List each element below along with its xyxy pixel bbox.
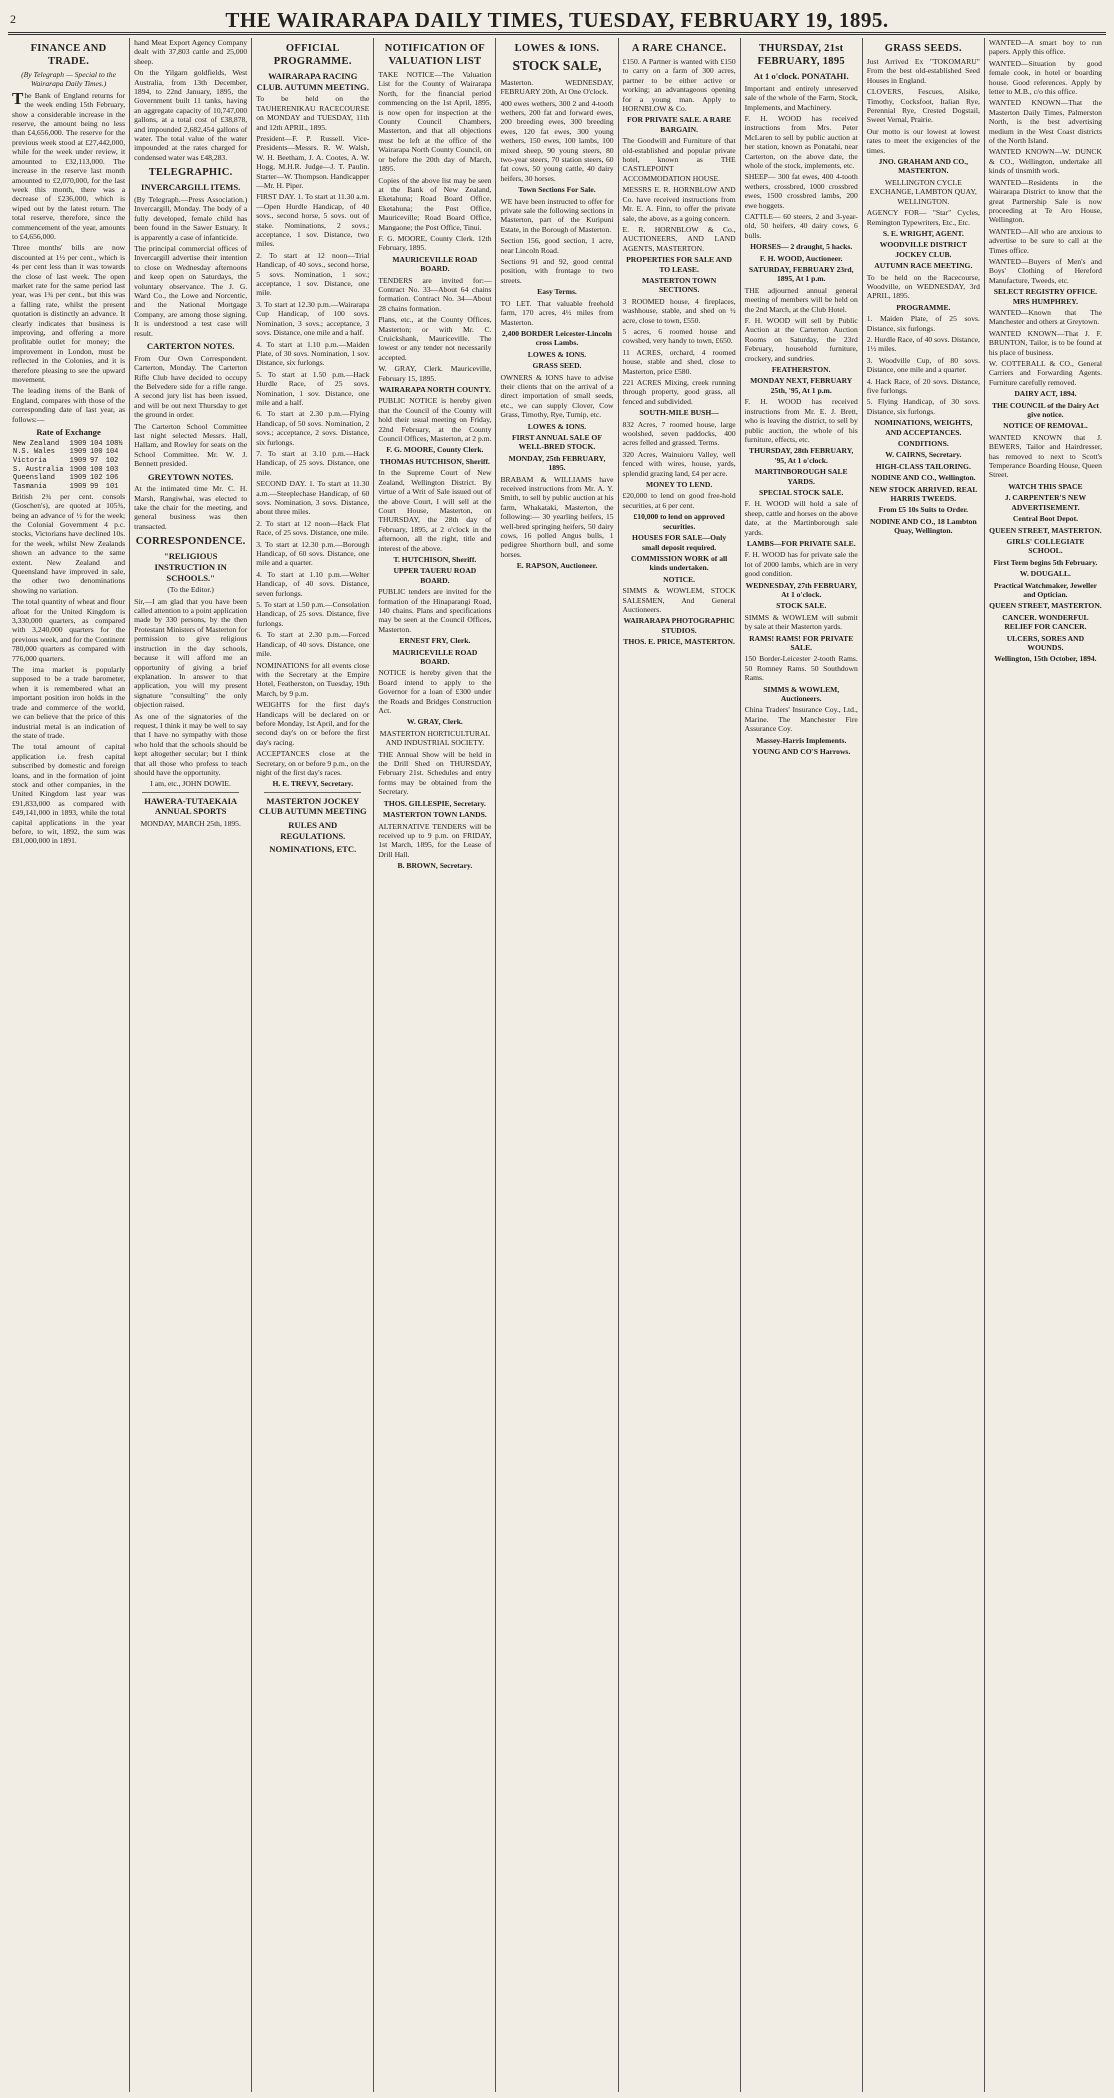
article-paragraph: Just Arrived Ex "TOKOMARU" From the best old-established Seed Houses in England. (866, 57, 980, 85)
article-paragraph: F. H. WOOD, Auctioneer. (759, 253, 843, 263)
table-cell: 102 (89, 474, 103, 483)
column-9 (985, 38, 1106, 2092)
article-paragraph: 2. To start at 12 noon—Hack Flat Race, of 25 sovs. Distance, one mile. (256, 518, 370, 538)
article-paragraph: WANTED KNOWN—W. DUNCK & CO., Wellington, undertake all kinds of tinsmith work. (988, 147, 1102, 176)
article-paragraph: Three months' bills are now discounted at 1½ per cent., which is 4s per cent less than it was towards the close of last week. The open market rate for the same period last year, was 1¾ per cent., but this was a falling rate, whilst the present quotation is distinctly an advance. It clearly indicates that business is improving, and offering a more profitable outlet for money; the improvement in London, must be reflected in the Colonies, and it is therefore pleasing to see the upward movement. (12, 243, 126, 385)
article-paragraph: LAMBS—FOR PRIVATE SALE. (746, 538, 856, 548)
article-paragraph: F. H. WOOD has received instructions from Mr. E. J. Brett, who is leaving the district, to sell by public auction, the whole of his furniture, effects, etc. (744, 397, 858, 444)
article-paragraph: WANTED KNOWN that J. BEWERS, Tailor and Hairdresser, has removed to next to Scott's Temperance Boarding House, Queen Street. (988, 432, 1102, 480)
article-paragraph: SECOND DAY. 1. To start at 11.30 a.m.—Steeplechase Handicap, of 60 sovs. Nomination, 3 sovs. Distance, about three miles. (256, 479, 370, 517)
table-cell: 1909 (69, 457, 87, 466)
article-paragraph: NOTICE. (663, 574, 696, 584)
article-paragraph: YOUNG AND CO'S Harrows. (752, 747, 851, 757)
article-paragraph: LOWES & IONS. (527, 349, 587, 359)
article-paragraph: AGENCY FOR— "Star" Cycles, Remington Typewriters, Etc., Etc. (866, 208, 980, 227)
article-paragraph: QUEEN STREET, MASTERTON. (989, 525, 1102, 535)
article-paragraph: MASTERTON TOWN SECTIONS. (641, 275, 717, 295)
article-paragraph: SIMMS & WOWLEM, STOCK SALESMEN, And General Auctioneers. (622, 586, 736, 614)
article-paragraph: ERNEST FRY, Clerk. (399, 636, 471, 646)
article-paragraph: MARTINBOROUGH SALE YARDS. (754, 467, 848, 486)
article-paragraph: MASTERTON TOWN LANDS. (383, 810, 487, 820)
article-paragraph: HIGH-CLASS TAILORING. (875, 461, 971, 471)
article-paragraph: To be held on the Racecourse, Woodville, on WEDNESDAY, 3rd APRIL, 1895. (866, 272, 980, 301)
article-paragraph: W. DOUGALL. (1019, 569, 1071, 579)
column-1 (8, 38, 130, 2092)
article-paragraph: 3. To start at 12.30 p.m.—Borough Handicap, of 60 sovs. Distance, one mile and a quarter. (256, 539, 370, 568)
table-cell: 104 (89, 439, 103, 448)
article-paragraph: The Goodwill and Furniture of that old-established and popular private hotel, known as THE CASTLEPOINT ACCOMMODATION HOUSE. (622, 136, 736, 183)
table-cell: 104 (105, 448, 119, 457)
auctions-list (745, 84, 858, 757)
article-paragraph: SHEEP— 300 fat ewes, 400 4-tooth wethers, crossbred, 1000 crossbred ewes, 1500 crossbred lambs, 200 ewe hoggets. (744, 172, 858, 210)
article-paragraph: 1. Maiden Plate, of 25 sovs. Distance, six furlongs. (866, 314, 980, 333)
table-cell: 108½ (105, 439, 123, 448)
article-paragraph: E. RAPSON, Auctioneer. (516, 561, 598, 571)
article-paragraph: On the Yilgarn goldfields, West Australia, from 13th December, 1894, to 22nd January, 1895, the Government built 11 tanks, having an aggregate capacity of 10,747,000 gallons, at a total cost of £38,878, and impounded 2,682,454 gallons of water. The total value of the water impounded at the rates charged for condensed water was £48,283. (134, 68, 248, 162)
table-cell: Queensland (13, 474, 56, 483)
article-paragraph: MAURICEVILLE ROAD BOARD. (392, 647, 478, 666)
article-paragraph: 2,400 BORDER Leicester-Lincoln cross Lambs. (501, 328, 612, 348)
article-paragraph: First Term begins 5th February. (993, 557, 1098, 567)
table-row (12, 448, 125, 457)
section-subheading: At 1 o'clock. PONATAHI. (753, 71, 849, 82)
section-subheading: MASTERTON JOCKEY CLUB AUTUMN MEETING (258, 795, 367, 817)
table-cell: 1909 (69, 439, 87, 448)
article-paragraph: CANCER. WONDERFUL RELIEF FOR CANCER. (1002, 612, 1089, 632)
article-paragraph: NOTICE OF REMOVAL. (1003, 421, 1088, 431)
divider (264, 792, 361, 793)
article-paragraph: MONDAY NEXT, FEBRUARY 25th, '95, At 1 p.m. (750, 376, 853, 395)
article-paragraph: (By Telegraph.—Press Association.) Invercargill, Monday. The body of a fully developed, female child has been found in the Sawer Estuary. It is apparently a case of infanticide. (134, 194, 248, 242)
section-subheading: WAIRARAPA RACING CLUB. AUTUMN MEETING. (256, 71, 369, 92)
table-cell: 1900 (69, 465, 87, 474)
section-subheading: STOCK SALE, (512, 58, 602, 74)
article-paragraph: WAIRARAPA PHOTOGRAPHIC STUDIOS. (623, 616, 735, 635)
article-paragraph: TENDERS are invited for:— Contract No. 33—About 64 chains formation. Contract No. 34—About 28 chains formation. (378, 275, 492, 313)
article-paragraph: 5. Flying Handicap, of 30 sovs. Distance, six furlongs. (866, 397, 980, 416)
sale-date: MONDAY, MARCH 25th, 1895. (140, 819, 241, 829)
article-paragraph: MONDAY, 25th FEBRUARY, 1895. (508, 453, 606, 473)
article-paragraph: The ima market is popularly supposed to be a trade barometer, when it is remembered what an important position iron holds in the trade and commerce of the world, we can believe that the price of this industrial metal is an indication of the state of trade. (12, 665, 126, 740)
article-paragraph: Wellington, 15th October, 1894. (994, 654, 1097, 664)
programme-list (256, 94, 369, 788)
section-subheading: INVERCARGILL ITEMS. (141, 182, 241, 193)
article-paragraph: Masterton. WEDNESDAY, FEBRUARY 20th, At One O'clock. (500, 77, 614, 97)
article-paragraph: T. HUTCHISON, Sheriff. (393, 554, 477, 564)
table-cell: 1909 (69, 448, 87, 457)
article-paragraph: hand Meat Export Agency Company dealt with 37,803 cattle and 25,000 sheep. (134, 38, 248, 66)
section-subheading: "RELIGIOUS INSTRUCTION IN SCHOOLS." (154, 551, 227, 583)
section-subheading: CARTERTON NOTES. (146, 341, 235, 352)
article-paragraph: NOMINATIONS for all events close with the Secretary at the Empire Hotel, Featherston, on Tuesday, 19th March, by 9 p.m. (256, 660, 370, 698)
article-paragraph: FOR PRIVATE SALE. A RARE BARGAIN. (627, 115, 732, 134)
article-paragraph: WANTED—Buyers of Men's and Boys' Clothing of Hereford Manufacture, Tweeds, etc. (988, 256, 1102, 285)
table-cell: 101 (105, 483, 119, 492)
article-paragraph: RAMS! RAMS! FOR PRIVATE SALE. (749, 633, 854, 653)
article-paragraph: THE COUNCIL of the Dairy Act give notice. (991, 400, 1099, 420)
table-cell: 102 (105, 457, 119, 466)
article-paragraph: ACCEPTANCES close at the Secretary, on or before 9 p.m., on the night of the first day's races. (256, 749, 370, 777)
article-paragraph: JNO. GRAHAM AND CO., MASTERTON. (878, 157, 969, 176)
article-paragraph: £10,000 to lend on approved securities. (633, 512, 725, 531)
masthead (8, 6, 1106, 35)
adverts-list (867, 57, 980, 536)
article-paragraph: NODINE AND CO., Wellington. (871, 473, 976, 483)
article-paragraph: THE adjourned annual general meeting of members will be held on the 2nd March, at the Club Hotel. (744, 285, 858, 314)
section-subheading: (By Telegraph — Special to the Wairarapa Daily Times.) (21, 70, 116, 89)
article-paragraph: MESSRS E. R. HORNBLOW AND Co. have received instructions from Mr. E. A. Finn, to offer the private sale, the above, as a going concern. (622, 185, 736, 223)
article-paragraph: In the Supreme Court of New Zealand, Wellington District. By virtue of a Writ of Sale issued out of the above Court, I will sell at the Court House, Masterton, on THURSDAY, the 28th day of February, 1895, at 2 o'clock in the afternoon, all the right, title and interest of the above. (378, 468, 492, 553)
properties-list (623, 57, 736, 647)
article-paragraph: COMMISSION WORK of all kinds undertaken. (630, 553, 728, 573)
article-paragraph: THOMAS HUTCHISON, Sheriff. (379, 456, 490, 466)
article-paragraph: PUBLIC tenders are invited for the formation of the Hinaparangi Road, 140 chains. Plans and specifications may be seen at the Council Offices, Masterton. (378, 587, 492, 634)
article-paragraph: THURSDAY, 28th FEBRUARY, '95, At 1 o'clock. (749, 446, 854, 465)
article-paragraph: H. E. TREVY, Secretary. (272, 779, 354, 789)
letter-paragraph: (To the Editor.) (167, 585, 214, 595)
table-cell: 103 (105, 465, 119, 474)
sale-heading: HAWERA-TUTAEKAIA ANNUAL SPORTS (144, 795, 238, 817)
article-paragraph: PUBLIC NOTICE is hereby given that the Council of the County will hold their usual meeting on Friday, 22nd February, at the County Council Offices, Masterton, at 2 p.m. (378, 396, 492, 444)
wanted-list (989, 38, 1102, 664)
article-paragraph: WATCH THIS SPACE (1008, 481, 1083, 491)
article-paragraph: F. G. MOORE, County Clerk. 12th February, 1895. (378, 233, 492, 253)
article-paragraph: LOWES & IONS. (527, 421, 587, 431)
article-paragraph: MASTERTON HORTICULTURAL AND INDUSTRIAL SOCIETY. (379, 728, 491, 748)
table-cell: 106 (105, 474, 119, 483)
article-paragraph: NODINE AND CO., 18 Lambton Quay, Wellington. (869, 516, 977, 536)
article-paragraph: STOCK SALE. (776, 601, 827, 611)
table-title: Rate of Exchange (36, 427, 101, 438)
article-paragraph: At the intimated time Mr. C. H. Marsh, Rangiwhai, was elected to take the chair for the meeting, and general business was then transacted. (134, 484, 248, 531)
article-paragraph: WEDNESDAY, 27th FEBRUARY, At 1 o'clock. (745, 580, 857, 599)
article-paragraph: B. BROWN, Secretary. (397, 861, 473, 871)
article-paragraph: SELECT REGISTRY OFFICE. MRS HUMPHREY. (993, 287, 1098, 306)
divider (142, 792, 239, 793)
article-paragraph: F. H. WOOD has for private sale the lot of 2000 lambs, which are in very good condition. (744, 550, 858, 579)
table-cell: New Zealand (13, 439, 60, 448)
exchange-table (12, 440, 125, 492)
article-paragraph: Our motto is our lowest at lowest rates to meet the exigencies of the times. (866, 126, 980, 155)
article-paragraph: 5 acres, 6 roomed house and cowshed, very handy to town, £650. (622, 326, 736, 346)
article-paragraph: 6. To start at 2.30 p.m.—Flying Handicap, of 50 sovs. Nomination, 2 sovs.; acceptance, 2 sovs. Distance, six furlongs. (256, 409, 370, 447)
article-paragraph: Massey-Harris Implements. (756, 735, 847, 745)
columns (8, 38, 1106, 2092)
article-paragraph: J. CARPENTER'S NEW ADVERTISEMENT. (1004, 493, 1087, 512)
article-paragraph: PROGRAMME. (896, 302, 951, 312)
section-subheading: GREYTOWN NOTES. (148, 471, 234, 482)
article-paragraph: WANTED—Residents in the Wairarapa District to know that the great Partnership Sale is now proceeding at Te Aro House, Wellington. (988, 177, 1102, 225)
article-paragraph: SATURDAY, FEBRUARY 23rd, 1895, At 1 p.m. (748, 265, 854, 284)
letter-paragraph: Sir,—I am glad that you have been called attention to a point application made by 330 persons, by the then Protestant Ministers of Masterton for permission to give religious instruction in the day schools, because it will afford me an opportunity of giving a brief explanation. In answer to that application, you will my present signature "consulting" the only objection raised. (134, 596, 248, 710)
table-cell: Tasmania (13, 483, 47, 492)
article-paragraph: W. GRAY, Clerk. Mauriceville, February 15, 1895. (378, 364, 492, 383)
article-paragraph: HORSES— 2 draught, 5 hacks. (750, 242, 853, 252)
article-paragraph: PROPERTIES FOR SALE AND TO LEASE. (626, 255, 733, 274)
letter-signature: I am, etc., JOHN DOWIE. (150, 779, 231, 789)
article-paragraph: Section 156, good section, 1 acre, near Lincoln Road. (500, 236, 614, 255)
article-paragraph: HOUSES FOR SALE—Only small deposit required. (632, 533, 727, 552)
article-paragraph: 2. Hurdle Race, of 40 sovs. Distance, 1½ miles. (866, 334, 980, 354)
article-paragraph: Copies of the above list may be seen at the Bank of New Zealand, Eketahuna; Road Board Office, Eketahuna; the Post Office, Mauriceville; Road Board Office, Mangaone; the Post Office, Tinui. (378, 175, 492, 232)
article-paragraph: E. R. HORNBLOW & Co., AUCTIONEERS, AND LAND AGENTS, MASTERTON. (622, 224, 736, 253)
article-paragraph: F. H. WOOD will sell by Public Auction at the Carterton Auction Rooms on Saturday, the 23rd February, household furniture, crockery, and sundries. (744, 316, 858, 363)
table-cell: 97 (89, 457, 99, 466)
article-paragraph: 320 Acres, Wainuioru Valley, well fenced with wires, house, yards, splendid grazing land, £4 per acre. (622, 449, 736, 478)
article-paragraph: 11 ACRES, orchard, 4 roomed house, stable and shed, close to Masterton, price £580. (622, 347, 736, 376)
column-5 (496, 38, 618, 2092)
article-paragraph: 2. To start at 12 noon—Trial Handicap, of 40 sovs., second horse, 5 sovs. Nomination, 1 sov.; acceptance, 1 sov. Distance, one mile. (256, 250, 370, 298)
article-paragraph: 5. To start at 1.50 p.m.—Consolation Handicap, of 25 sovs. Distance, five furlongs. (256, 600, 370, 628)
article-paragraph: SPECIAL STOCK SALE. (758, 487, 844, 497)
section-subheading: NOMINATIONS, ETC. (269, 844, 357, 855)
article-paragraph: SIMMS & WOWLEM, Auctioneers. (763, 684, 840, 704)
article-paragraph: WAIRARAPA NORTH COUNTY. (379, 385, 491, 395)
table-cell: N.S. Wales (13, 448, 56, 457)
article-paragraph: To be held on the TAUHERENIKAU RACECOURSE on MONDAY and TUESDAY, 11th and 12th APRIL, 1895. (256, 94, 370, 132)
article-paragraph: WANTED—Known that The Manchester and others at Greytown. (988, 307, 1102, 327)
section-heading: THURSDAY, 21st FEBRUARY, 1895 (757, 43, 845, 68)
table-row (12, 457, 125, 466)
article-paragraph: Plans, etc., at the County Offices, Masterton; or with Mr. C. Cruickshank, Mauriceville. The lowest or any tender not necessarily accepted. (378, 315, 492, 362)
section-heading: LOWES & IONS. (514, 43, 600, 54)
article-paragraph: WE have been instructed to offer for private sale the following sections in Masterton, part of the Kuripuni Estate, in the Borough of Masterton. (500, 196, 614, 234)
article-paragraph: ALTERNATIVE TENDERS will be received up to 9 p.m. on FRIDAY, 1st March, 1895, for the Lease of Drill Hall. (378, 821, 492, 859)
article-paragraph: THE Annual Show will be held in the Drill Shed on THURSDAY, February 21st. Schedules and entry forms may be obtained from the Secretary. (378, 749, 492, 797)
table-cell: 100 (89, 448, 103, 457)
stock-list (500, 78, 613, 571)
section-heading: OFFICIAL PROGRAMME. (273, 43, 352, 68)
table-row (12, 466, 125, 475)
section-subheading: RULES AND REGULATIONS. (280, 820, 346, 841)
article-paragraph: Important and entirely unreserved sale of the whole of the Farm, Stock, Implements, and Machinery. (744, 83, 858, 112)
table-cell: S. Australia (13, 465, 64, 474)
article-paragraph: WANTED—A smart boy to run papers. Apply this office. (988, 38, 1102, 57)
article-paragraph: The principal commercial offices of Invercargill advertise their intention to close on Wednesday afternoons and keep open on Saturdays, the voluntary observance. The J. G. Ward Co., the Lowe and Norcentic, and the National Mortgage Company, are among those signing. It is understood a test case will result. (134, 243, 248, 338)
article-paragraph: 4. To start at 1.10 p.m.—Welter Handicap, of 40 sovs. Distance, seven furlongs. (256, 569, 370, 598)
article-paragraph: NEW STOCK ARRIVED. REAL HARRIS TWEEDS. (869, 484, 978, 504)
newspaper-title: THE WAIRARAPA DAILY TIMES, TUESDAY, FEBRUARY 19, 1895. (225, 8, 889, 32)
article-paragraph: From Our Own Correspondent. Carterton, Monday. The Carterton Rifle Club have decided to occupy the Belvedere side for a rifle range. A second jury list has been issued, and will be out next Thursday to get the ground in order. (134, 353, 248, 420)
article-paragraph: The leading items of the Bank of England, compares with those of the corresponding date of last year, as follows:— (12, 386, 126, 424)
article-paragraph: GIRLS' COLLEGIATE SCHOOL. (1006, 536, 1085, 556)
article-paragraph: CONDITIONS. (897, 439, 949, 449)
article-paragraph: OWNERS & IONS have to advise their clients that on the arrival of a direct importation of small seeds, etc., we can supply Clover, Cow Grass, Timothy, Rye, Turnip, etc. (500, 372, 614, 420)
article-paragraph: 4. Hack Race, of 20 sovs. Distance, five furlongs. (866, 376, 980, 396)
article-paragraph: W. GRAY, Clerk. (406, 717, 463, 727)
article-paragraph: WANTED KNOWN—That J. F. BRUNTON, Tailor, is to be found at his place of business. (988, 328, 1102, 357)
article-paragraph: WANTED KNOWN—That the Masterton Daily Times, Palmerston North, is the best advertising medium in the West Coast districts of the North Island. (988, 98, 1102, 146)
article-paragraph: 7. To start at 3.10 p.m.—Hack Handicap, of 25 sovs. Distance, one mile. (256, 448, 370, 477)
article-paragraph: 6. To start at 2.30 p.m.—Forced Handicap, of 40 sovs. Distance, one mile. (256, 630, 370, 659)
article-paragraph: Central Boot Depot. (1012, 514, 1079, 524)
section-heading: TELEGRAPHIC. (148, 167, 233, 179)
article-paragraph: Sections 91 and 92, good central position, with frontage to two streets. (500, 257, 614, 285)
article-paragraph: SIMMS & WOWLEM will submit by sale at their Masterton yards. (744, 612, 858, 632)
article-paragraph: F. H. WOOD will hold a sale of sheep, cattle and horses on the above date, at the Martinborough sale yards. (744, 499, 858, 537)
article-paragraph: 832 Acres, 7 roomed house, large woolshed, seven paddocks, 400 acres felled and grassed. Terms. (622, 419, 736, 448)
article-paragraph: TAKE NOTICE—The Valuation List for the County of Wairarapa North, for the financial period commencing on the 1st April, 1895, is now open for inspection at the County Council Chambers, Masterton, and that all objections must be left at the office of the Wairarapa North County Council, on or before the 20th day of March, 1895. (378, 70, 492, 174)
column-3 (252, 38, 374, 2092)
page-number: 2 (10, 12, 16, 26)
article-paragraph: WELLINGTON CYCLE EXCHANGE, LAMBTON QUAY, WELLINGTON. (869, 177, 977, 206)
column-2 (130, 38, 252, 2092)
table-cell: Victoria (13, 457, 47, 466)
article-paragraph: FIRST ANNUAL SALE OF WELL-BRED STOCK. (512, 432, 602, 452)
article-paragraph: UPPER TAUERU ROAD BOARD. (393, 566, 477, 585)
article-paragraph: WOODVILLE DISTRICT JOCKEY CLUB. (879, 240, 967, 259)
article-paragraph: WANTED—Situation by good female cook, in hotel or boarding house. Good references. Apply by letter to M.B., c/o this office. (988, 58, 1102, 97)
article-paragraph: Town Sections For Sale. (518, 185, 596, 195)
article-paragraph: 400 ewes wethers, 300 2 and 4-tooth wethers, 200 fat and forward ewes, 200 breeding ewes, 300 breeding ewes, 120 fat ewes, 300 young wethers, 150 ewes, 100 lambs, 100 mixed sheep, 90 young steers, 80 two-year steers, 70 station steers, 60 fat cows, 50 young cattle, 40 dairy heifers, 30 horses. (500, 98, 614, 183)
article-paragraph: £20,000 to lend on good free-hold securities, at 6 per cent. (622, 491, 736, 510)
article-paragraph: British 2¾ per cent. consols (Goschen's), are quoted at 105¾, being an advance of ½ for the week; the Colonial Government 4 p.c. stocks, Victorians have declined 10s. for the week, whilst New Zealands shown an advance to the same extent. New Zealand and Queensland have improved in sale, the other two denominations showing no variation. (12, 491, 126, 595)
table-row (12, 483, 125, 492)
article-paragraph: MONEY TO LEND. (645, 480, 713, 490)
article-paragraph: TO LET. That valuable freehold farm, 170 acres, 4½ miles from Masterton. (500, 298, 614, 327)
article-paragraph: The total amount of capital application i.e. fresh capital subscribed by domestic and foreign loans, and in the formation of joint stock and other companies, in the United Kingdom last year was £91,833,000 as compared with £49,141,000 in 1893, while the total capital applications in the year before, to wit, 1892, the sum was £81,000,000 in 1891. (12, 742, 126, 846)
article-paragraph: China Traders' Insurance Coy., Ltd., Marine. The Manchester Fire Assurance Coy. (744, 705, 858, 734)
column-6 (619, 38, 741, 2092)
section-heading: CORRESPONDENCE. (135, 536, 246, 548)
table-cell: 100 (89, 465, 103, 474)
article-paragraph: 5. To start at 1.50 p.m.—Hack Hurdle Race, of 25 sovs. Nomination, 1 sov. Distance, one mile and a half. (256, 369, 370, 407)
article-paragraph: W. COTTERALL & CO., General Carriers and Forwarding Agents. Furniture carefully removed. (988, 359, 1102, 387)
article-paragraph: ULCERS, SORES AND WOUNDS. (1006, 633, 1085, 652)
article-paragraph: FIRST DAY. 1. To start at 11.30 a.m.—Open Hurdle Handicap, of 40 sovs., second horse, 5 sovs. out of stake. Nominations, 2 sovs.; acceptance, 1 sov. Distance, two miles. (256, 192, 370, 249)
article-paragraph: GRASS SEED. (532, 361, 582, 371)
article-paragraph: From £5 10s Suits to Order. (878, 505, 969, 515)
article-paragraph: FEATHERSTON. (771, 365, 831, 375)
article-paragraph: £150. A Partner is wanted with £150 to carry on a farm of 300 acres, partner to be either active or working; an advantageous opening for a young man. Apply to HORNBLOW & Co. (622, 57, 736, 114)
section-heading: A RARE CHANCE. (631, 43, 727, 54)
article-paragraph: NOTICE is hereby given that the Board intend to apply to the Governor for a loan of £300 under the Roads and Bridges Construction Act. (378, 668, 492, 716)
table-cell: 99 (89, 483, 99, 492)
article-paragraph: WANTED—All who are anxious to advertise to be sure to call at the Times office. (988, 226, 1102, 255)
section-heading: NOTIFICATION OF VALUATION LIST (384, 43, 486, 68)
article-paragraph: BRABAM & WILLIAMS have received instructions from Mr. A. Y. Smith, to sell by public auction at his farm, Whakataki, Masterton, the following:— 30 yearling heifers, 15 well-bred springing heifers, 50 dairy cows, 16 polled Angus bulls, 1 pedigree Shorthorn bull, and some horses. (500, 474, 614, 559)
article-paragraph: QUEEN STREET, MASTERTON. (989, 601, 1102, 611)
article-paragraph: AUTUMN RACE MEETING. (874, 261, 973, 271)
column-7 (741, 38, 863, 2092)
column-8 (863, 38, 985, 2092)
article-paragraph: THOS. GILLESPIE, Secretary. (383, 798, 486, 808)
article-paragraph: CLOVERS, Fescues, Alsike, Timothy, Cocksfoot, Italian Rye, Perennial Rye, Crested Dogstail, Sweet Vernal, Prairie. (866, 87, 980, 125)
table-cell: 1909 (69, 474, 87, 483)
article-paragraph: DAIRY ACT, 1894. (1014, 389, 1077, 399)
article-paragraph: 3 ROOMED house, 4 fireplaces, washhouse, stable, and shed on ½ acre, close to town, £550. (622, 296, 736, 325)
article-paragraph: 221 ACRES Mixing, creek running through property, good grass, all fenced and subdivided. (622, 378, 736, 406)
article-paragraph: MAURICEVILLE ROAD BOARD. (392, 254, 478, 274)
notices-list (378, 70, 491, 871)
section-heading: FINANCE AND TRADE. (30, 43, 107, 68)
article-paragraph: W. CAIRNS, Secretary. (885, 450, 962, 460)
article-paragraph: Easy Terms. (537, 287, 577, 297)
table-cell: 1909 (69, 483, 87, 492)
table-row (12, 474, 125, 483)
article-paragraph: 3. To start at 12.30 p.m.—Wairarapa Cup Handicap, of 100 sovs. Nomination, 3 sovs.; acceptance, 3 sovs. Distance, one mile and a half. (256, 299, 370, 338)
section-heading: GRASS SEEDS. (884, 43, 962, 54)
article-paragraph: S. E. WRIGHT, AGENT. (882, 228, 964, 238)
article-paragraph: President—F. P. Russell. Vice-Presidents—Messrs. R. W. Walsh, W. H. Beetham, J. A. Cootes, A. W. Hogg, M.H.R. Judge—J. T. Paulin. Starter—W. Thompson. Handicapper—Mr. H. Piper. (256, 133, 370, 190)
article-paragraph: F. H. WOOD has received instructions from Mrs. Peter McLaren to sell by public auction at her station, known as Ponatahi, near Carterton, on the above date, the whole of the stock, implements, etc. (744, 113, 858, 170)
letter-paragraph: As one of the signatories of the request, I think it may be well to say that I have no sympathy with those who hold that the schools should be kept altogether secular; but I think that all those who profess to teach should have the opportunity. (134, 711, 248, 777)
article-paragraph: The total quantity of wheat and flour afloat for the United Kingdom is 3,330,000 quarters, as compared with 3,240,000 quarters for the previous week, and for the Continent 780,000 quarters as compared with 776,000 quarters. (12, 597, 126, 663)
article-paragraph: The Bank of England returns for the week ending 15th February, show a considerable increase in the reserve, the amount being no less than £4,656,000. The reserve for the previous week stood at £27,442,000, while for the week under review, it amounted to £32,113,000. The increase in the reserve last month amounted to £2,070,000, for the last week this month, there was a decrease of £236,000, which is wiped out by the latest return. The total reserve, therefore, since the commencement of the year, amounts to £4,656,000. (12, 88, 126, 241)
article-paragraph: THOS. E. PRICE, MASTERTON. (623, 637, 735, 647)
table-row (12, 440, 125, 449)
article-paragraph: WEIGHTS for the first day's Handicaps will be declared on or before Monday, 1st April, and for the second day's on or before the first day's racing. (256, 700, 370, 747)
article-paragraph: Practical Watchmaker, Jeweller and Optician. (993, 580, 1097, 599)
article-paragraph: 3. Woodville Cup, of 80 sovs. Distance, one mile and a quarter. (866, 355, 980, 375)
article-paragraph: F. G. MOORE, County Clerk. (386, 445, 484, 455)
column-4 (374, 38, 496, 2092)
article-paragraph: SOUTH-MILE BUSH— (639, 408, 719, 418)
article-paragraph: CATTLE— 60 steers, 2 and 3-year-old, 50 heifers, 40 dairy cows, 6 bulls. (744, 211, 858, 240)
article-paragraph: 4. To start at 1.10 p.m.—Maiden Plate, of 30 sovs. Nomination, 1 sov. Distance, six furlongs. (256, 339, 370, 368)
article-paragraph: The Carterton School Committee last night selected Messrs. Hall, Hallam, and Rowley for seats on the School Committee. Mr. W. J. Bennett presided. (134, 421, 248, 469)
article-paragraph: NOMINATIONS, WEIGHTS, AND ACCEPTANCES. (874, 418, 973, 437)
article-paragraph: 150 Border-Leicester 2-tooth Rams. 50 Romney Rams. 50 Southdown Rams. (744, 654, 858, 683)
